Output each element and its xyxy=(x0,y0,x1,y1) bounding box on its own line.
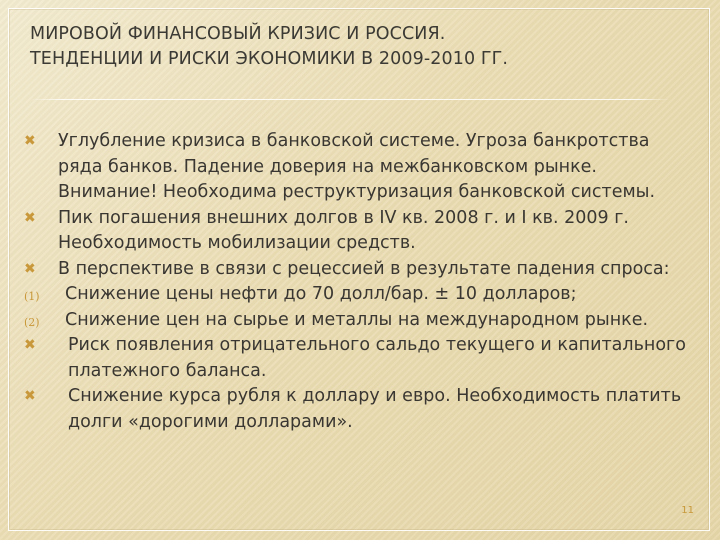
list-item-line: В перспективе в связи с рецессией в результате падения спроса: xyxy=(58,258,670,279)
page-number: 11 xyxy=(681,505,694,516)
x-bullet-icon: ✖ xyxy=(24,133,36,149)
list-item-line: Риск появления отрицательного сальдо текущего и капитального xyxy=(68,335,686,355)
list-number: (1) xyxy=(24,290,40,303)
slide-title xyxy=(30,22,670,72)
list-item xyxy=(24,333,694,384)
x-bullet-icon: ✖ xyxy=(24,260,36,277)
list-item-line: Внимание! Необходима реструктуризация банковской системы. xyxy=(58,182,656,202)
list-item xyxy=(24,129,694,206)
list-item-text xyxy=(58,257,694,283)
list-item-line: Пик погашения внешних долгов в IV кв. 2008 г. и I кв. 2009 г. xyxy=(58,207,629,228)
numbered-list-item xyxy=(24,308,694,334)
list-item-text xyxy=(65,282,694,308)
list-item-line: ряда банков. Падение доверия на межбанковском рынке. xyxy=(58,156,597,177)
list-item-text xyxy=(65,308,694,334)
list-item-line: платежного баланса. xyxy=(68,360,267,381)
list-item-line: Снижение цен на сырье и металлы на международном рынке. xyxy=(65,309,649,330)
x-bullet-icon: ✖ xyxy=(24,337,36,353)
list-item xyxy=(24,384,694,435)
list-item-text xyxy=(68,333,694,384)
bullet-list xyxy=(24,129,694,435)
list-item xyxy=(24,206,694,257)
list-item-text xyxy=(68,384,694,435)
list-item-text xyxy=(58,129,694,206)
list-item-line: Снижение цены нефти до 70 долл/бар. ± 10 долларов; xyxy=(65,284,577,304)
list-number: (2) xyxy=(24,315,40,329)
list-item-line: Снижение курса рубля к доллару и евро. Необходимость платить xyxy=(68,386,682,406)
list-item-line: долги «дорогими долларами». xyxy=(68,411,353,432)
title-divider xyxy=(30,99,670,100)
x-bullet-icon: ✖ xyxy=(24,388,36,404)
list-item-text xyxy=(58,206,694,257)
title-line-1: МИРОВОЙ ФИНАНСОВЫЙ КРИЗИС И РОССИЯ. xyxy=(30,24,446,44)
x-bullet-icon: ✖ xyxy=(24,209,36,226)
numbered-list-item xyxy=(24,282,694,308)
list-item xyxy=(24,257,694,283)
list-item-line: Углубление кризиса в банковской системе. Угроза банкротства xyxy=(58,131,650,151)
list-item-line: Необходимость мобилизации средств. xyxy=(58,233,416,253)
title-line-2: ТЕНДЕНЦИИ И РИСКИ ЭКОНОМИКИ В 2009-2010 ГГ. xyxy=(30,49,509,69)
